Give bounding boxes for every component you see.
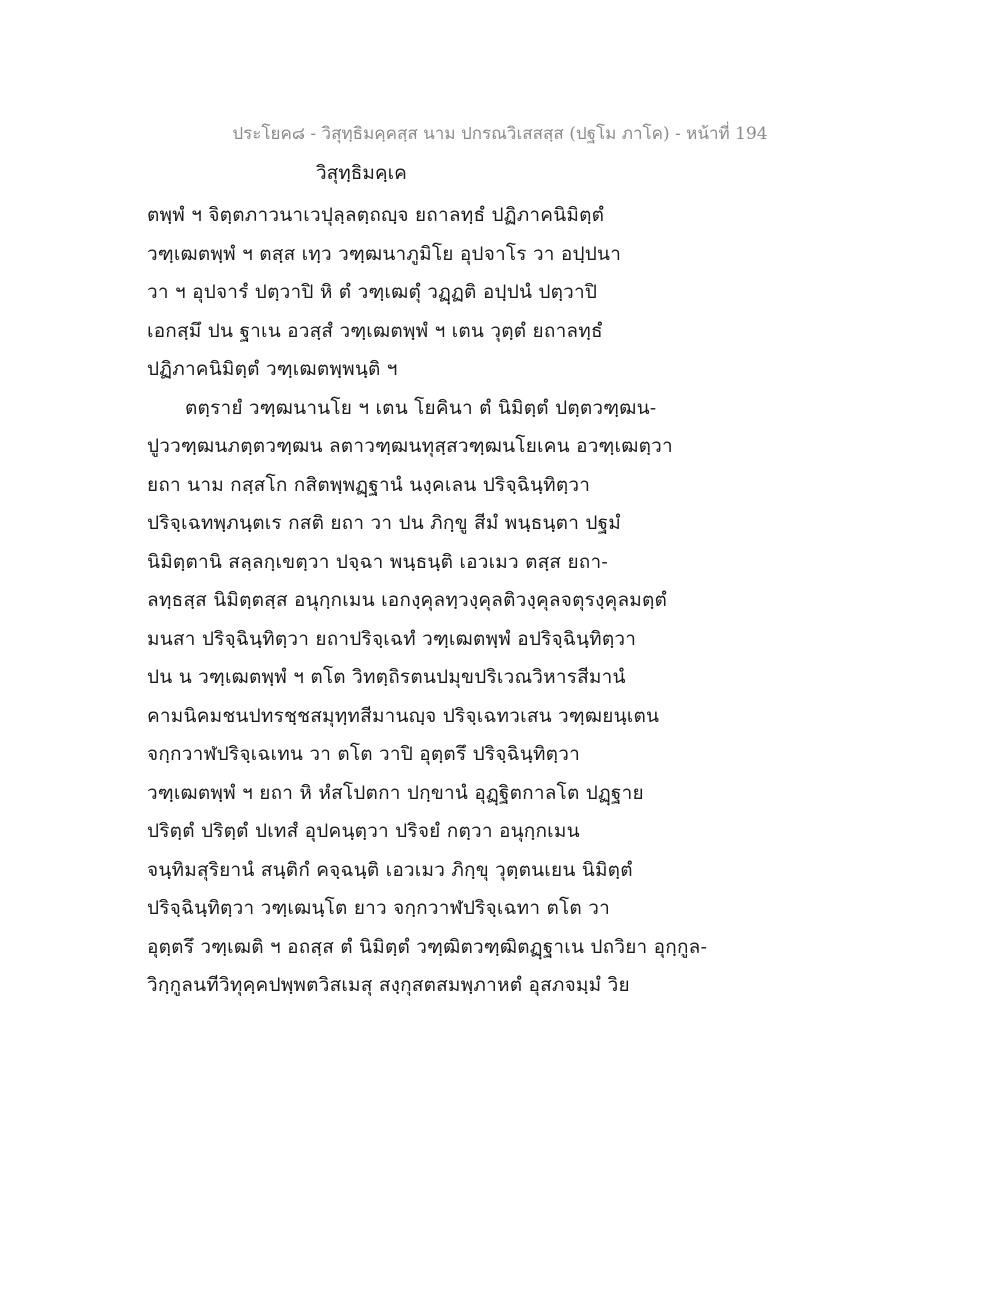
text-line: ปริจฺเฉทพฺภนฺตเร กสติ ยถา วา ปน ภิกฺขู สีมํ พนฺธนฺตา ปฐมํ <box>147 512 621 534</box>
section-title: วิสุทฺธิมคฺเค <box>316 162 407 184</box>
text-line: ปริจฺฉินฺทิตฺวา วฑฺเฒนฺโต ยาว จกฺกวาฬปริจฺเฉทา ตโต วา <box>147 897 610 919</box>
text-line: อุตฺตรึ วฑฺเฒติ ฯ อถสฺส ตํ นิมิตฺตํ วฑฺฒิตวฑฺฒิตฏฺฐาเน ปถวิยา อุกฺกูล- <box>147 935 708 958</box>
text-line: ยถา นาม กสฺสโก กสิตพฺพฏฺฐานํ นงฺคเลน ปริจฺฉินฺทิตฺวา <box>147 473 591 496</box>
text-line: วิกฺกูลนทีวิทุคฺคปพฺพตวิสเมสุ สงฺกุสตสมพฺภาหตํ อุสภจมฺมํ วิย <box>147 974 630 996</box>
text-line: ปูววฑฺฒนภตฺตวฑฺฒน ลตาวฑฺฒนทุสฺสวฑฺฒนโยเคน อวฑฺเฒตฺวา <box>147 435 673 457</box>
text-line: เอกสฺมึ ปน ฐาเน อวสฺสํ วฑฺเฒตพฺพํ ฯ เตน วุตฺตํ ยถาลทฺธํ <box>147 319 603 342</box>
text-line: วฑฺเฒตพฺพํ ฯ ยถา หิ หํสโปตกา ปกฺขานํ อุฏฺฐิตกาลโต ปฏฺฐาย <box>147 781 644 804</box>
text-line: ลทฺธสฺส นิมิตฺตสฺส อนุกฺกเมน เอกงฺคุลทฺวงฺคุลติวงฺคุลจตุรงฺคุลมตฺตํ <box>147 589 668 611</box>
paragraph-start-line: ตตฺรายํ วฑฺฒนานโย ฯ เตน โยคินา ตํ นิมิตฺตํ ปตฺตวฑฺฒน- <box>185 396 657 419</box>
running-header: ประโยค๘ - วิสุทฺธิมคฺคสฺส นาม ปกรณวิเสสสฺส (ปฐโม ภาโค) - หน้าที่ 194 <box>232 124 768 144</box>
text-line: ตพฺพํ ฯ จิตฺตภาวนาเวปุลฺลตฺถญฺจ ยถาลทฺธํ ปฏิภาคนิมิตฺตํ <box>147 204 605 226</box>
text-line: ปริตฺตํ ปริตฺตํ ปเทสํ อุปคนฺตฺวา ปริจยํ กตฺวา อนุกฺกเมน <box>147 820 580 842</box>
text-line: ปน น วฑฺเฒตพฺพํ ฯ ตโต วิทตฺถิรตนปมุขปริเวณวิหารสีมานํ <box>147 666 626 688</box>
text-line: นิมิตฺตานิ สลฺลกฺเขตฺวา ปจฺฉา พนฺธนฺติ เอวเมว ตสฺส ยถา- <box>147 550 608 573</box>
text-line: วฑฺเฒตพฺพํ ฯ ตสฺส เทฺว วฑฺฒนาภูมิโย อุปจาโร วา อปฺปนา <box>147 242 622 265</box>
text-line: จนฺทิมสุริยานํ สนฺติกํ คจฺฉนฺติ เอวเมว ภิกฺขุ วุตฺตนเยน นิมิตฺตํ <box>147 858 633 881</box>
text-line: ปฏิภาคนิมิตฺตํ วฑฺเฒตพฺพนฺติ ฯ <box>147 358 398 380</box>
text-line: จกฺกวาฬปริจฺเฉเทน วา ตโต วาปิ อุตฺตรึ ปริจฺฉินฺทิตฺวา <box>147 743 580 765</box>
text-line: คามนิคมชนปทรชฺชสมุทฺทสีมานญฺจ ปริจฺเฉทวเสน วฑฺฒยนฺเตน <box>147 704 660 727</box>
text-line: มนสา ปริจฺฉินฺทิตฺวา ยถาปริจฺเฉทํ วฑฺเฒตพฺพํ อปริจฺฉินฺทิตฺวา <box>147 627 637 650</box>
body-text <box>147 199 707 1008</box>
text-line: วา ฯ อุปจารํ ปตฺวาปิ หิ ตํ วฑฺเฒตุํ วฏฺฏติ อปฺปนํ ปตฺวาปิ <box>147 281 598 303</box>
